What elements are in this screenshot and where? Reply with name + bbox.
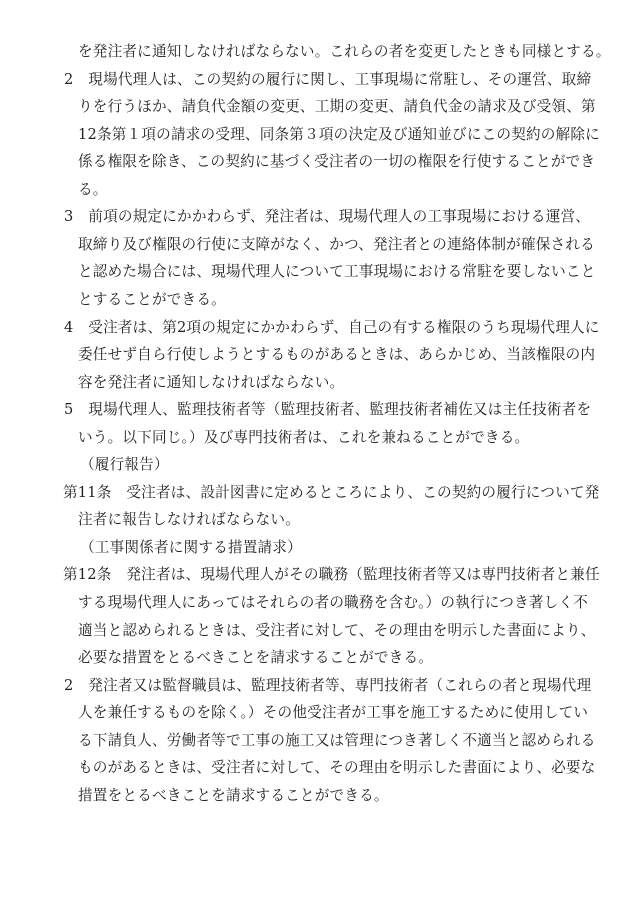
paragraph-2-line: 2 現場代理人は、この契約の履行に関し、工事現場に常駐し、その運営、取締 xyxy=(64,70,592,88)
text-line: 12条第１項の請求の受理、同条第３項の決定及び通知並びにこの契約の解除に xyxy=(78,125,600,143)
text-line: 容を発注者に通知しなければならない。 xyxy=(78,373,345,391)
text-line: 委任せず自ら行使しようとするものがあるときは、あらかじめ、当該権限の内 xyxy=(78,346,596,364)
article-11-line: 第11条 受注者は、設計図書に定めるところにより、この契約の履行について発 xyxy=(63,483,600,501)
text-line: いう。以下同じ。）及び専門技術者は、これを兼ねることができる。 xyxy=(78,428,530,446)
text-line: と認めた場合には、現場代理人について工事現場における常駐を要しないこと xyxy=(78,263,596,281)
article-12-heading: （工事関係者に関する措置請求） xyxy=(80,538,302,556)
text-line: 取締り及び権限の行使に支障がなく、かつ、発注者との連絡体制が確保される xyxy=(78,235,595,253)
text-line: を発注者に通知しなければならない。これらの者を変更したときも同様とする。 xyxy=(78,43,611,60)
text-line: 人を兼任するものを除く。）その他受注者が工事を施工するために使用してい xyxy=(78,704,589,722)
text-line: ものがあるときは、受注者に対して、その理由を明示した書面により、必要な xyxy=(78,759,596,777)
article-11-heading: （履行報告） xyxy=(80,456,169,474)
article-12-line: 第12条 発注者は、現場代理人がその職務（監理技術者等又は専門技術者と兼任 xyxy=(63,566,600,584)
text-line: 必要な措置をとるべきことを請求することができる。 xyxy=(78,649,434,667)
text-line: る。 xyxy=(78,180,108,198)
text-line: りを行うほか、請負代金額の変更、工期の変更、請負代金の請求及び受領、第 xyxy=(78,98,596,116)
text-line: 注者に報告しなければならない。 xyxy=(78,511,300,529)
text-line: とすることができる。 xyxy=(78,290,226,308)
article-12-paragraph-2-line: 2 発注者又は監督職員は、監理技術者等、専門技術者（これらの者と現場代理 xyxy=(64,676,592,694)
text-line: 係る権限を除き、この契約に基づく受注者の一切の権限を行使することができ xyxy=(78,153,596,171)
text-line: 適当と認められるときは、受注者に対して、その理由を明示した書面により、 xyxy=(78,621,596,639)
paragraph-3-line: 3 前項の規定にかかわらず、発注者は、現場代理人の工事現場における運営、 xyxy=(64,208,591,226)
text-line: る下請負人、労働者等で工事の施工又は管理につき著しく不適当と認められる xyxy=(78,731,596,749)
text-line: 措置をとるべきことを請求することができる。 xyxy=(78,786,389,804)
paragraph-5-line: 5 現場代理人、監理技術者等（監理技術者、監理技術者補佐又は主任技術者を xyxy=(64,401,592,419)
text-line: する現場代理人にあってはそれらの者の職務を含む。）の執行につき著しく不 xyxy=(78,594,589,611)
paragraph-4-line: 4 受注者は、第2項の規定にかかわらず、自己の有する権限のうち現場代理人に xyxy=(64,318,600,336)
